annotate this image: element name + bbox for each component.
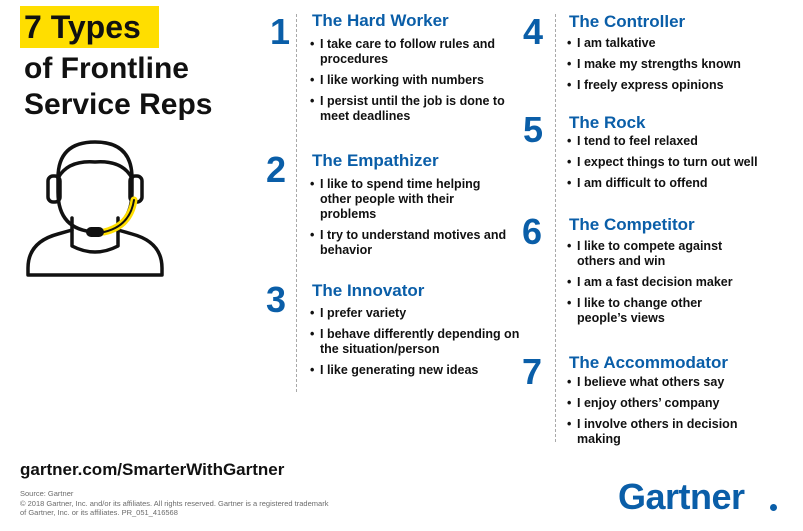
list-item: • I prefer variety <box>310 306 520 321</box>
list-item: • I freely express opinions <box>567 78 787 93</box>
list-item: • I involve others in decision making <box>567 417 742 447</box>
list-item: • I am a fast decision maker <box>567 275 742 290</box>
copyright-line: of Gartner, Inc. or its affiliates. PR_051_416568 <box>20 508 178 517</box>
list-item: • I make my strengths known <box>567 57 787 72</box>
type-bullets-2 <box>310 177 510 264</box>
list-item: • I like to compete against others and win <box>567 239 742 269</box>
list-item: • I persist until the job is done to meet deadlines <box>310 94 510 124</box>
list-item: • I take care to follow rules and procedures <box>310 37 510 67</box>
list-item: • I enjoy others’ company <box>567 396 742 411</box>
list-item: • I am talkative <box>567 36 787 51</box>
list-item: • I tend to feel relaxed <box>567 134 787 149</box>
copyright-line: © 2018 Gartner, Inc. and/or its affiliates. All rights reserved. Gartner is a registered trademark <box>20 498 329 508</box>
type-bullets-1 <box>310 37 510 130</box>
type-number-6: 6 <box>522 211 543 252</box>
type-bullets-5 <box>567 134 787 197</box>
type-bullets-3 <box>310 306 520 384</box>
type-number-5: 5 <box>523 109 544 150</box>
list-item: • I believe what others say <box>567 375 742 390</box>
headset-person-icon <box>20 130 170 280</box>
source-line: Source: Gartner <box>20 489 74 498</box>
column-divider-1 <box>296 14 297 392</box>
list-item: • I like working with numbers <box>310 73 510 88</box>
type-bullets-6 <box>567 239 742 332</box>
footer-url-link[interactable]: gartner.com/SmarterWithGartner <box>20 460 285 479</box>
list-item: • I try to understand motives and behavior <box>310 228 510 258</box>
type-title-5: The Rock <box>569 113 646 132</box>
list-item: • I like to change other people’s views <box>567 296 742 326</box>
type-number-2: 2 <box>266 149 287 190</box>
page-title-line-2: of Frontline <box>24 52 189 85</box>
list-item: • I like generating new ideas <box>310 363 520 378</box>
page-title-line-1: 7 Types <box>24 9 141 45</box>
list-item: • I am difficult to offend <box>567 176 787 191</box>
type-bullets-4 <box>567 36 787 99</box>
column-divider-2 <box>555 14 556 442</box>
type-title-1: The Hard Worker <box>312 11 449 30</box>
type-number-4: 4 <box>523 11 544 52</box>
type-bullets-7 <box>567 375 742 453</box>
list-item: • I expect things to turn out well <box>567 155 787 170</box>
source-note <box>20 489 328 518</box>
type-title-4: The Controller <box>569 12 686 31</box>
page-title-line-3: Service Reps <box>24 88 213 121</box>
type-title-3: The Innovator <box>312 281 425 300</box>
type-number-1: 1 <box>270 11 291 52</box>
logo-dot <box>770 504 777 511</box>
type-number-3: 3 <box>266 279 287 320</box>
gartner-logo: Gartner <box>618 476 745 517</box>
list-item: • I like to spend time helping other people with their problems <box>310 177 510 222</box>
list-item: • I behave differently depending on the situation/person <box>310 327 520 357</box>
type-title-7: The Accommodator <box>569 353 729 372</box>
type-title-6: The Competitor <box>569 215 695 234</box>
type-number-7: 7 <box>522 351 543 392</box>
type-title-2: The Empathizer <box>312 151 439 170</box>
